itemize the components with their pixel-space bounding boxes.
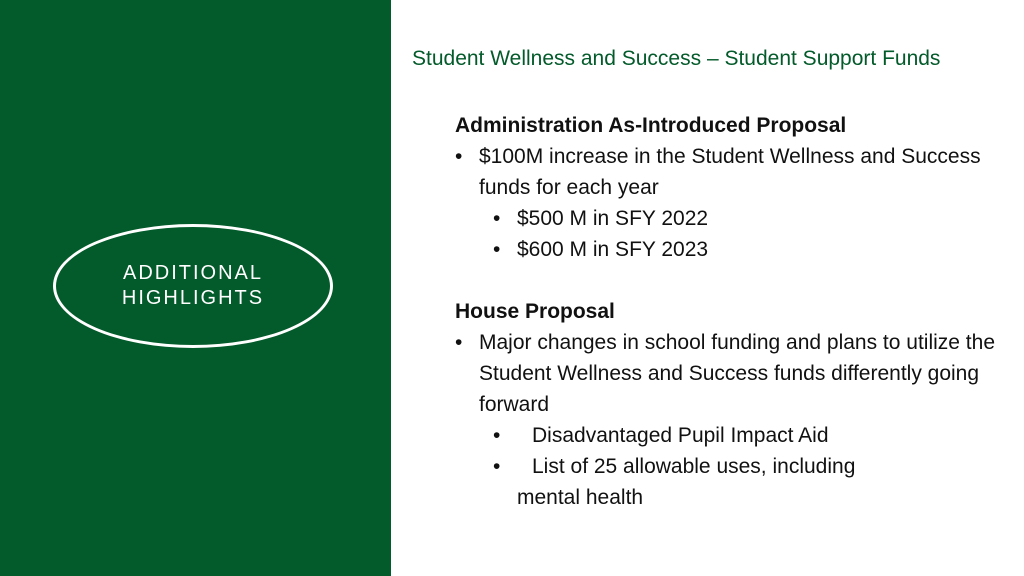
sidebar-label-line1: ADDITIONAL [122,262,264,284]
house-sub-bullet-2-line2: mental health [517,486,644,509]
admin-sub-bullet-2: • $600 M in SFY 2023 [455,234,995,265]
sidebar-label-line2: HIGHLIGHTS [121,287,265,309]
highlights-oval [53,224,333,348]
main-content [455,110,995,513]
house-sub-bullet-1 [455,420,995,451]
admin-heading: Administration As-Introduced Proposal [455,114,847,137]
house-heading: House Proposal [455,300,615,323]
page-title: Student Wellness and Success – Student Support Funds [412,47,941,70]
house-bullet: • Major changes in school funding and plans to utilize the Student Wellness and Success funds differently going forward [455,327,995,420]
sidebar-panel [0,0,391,576]
house-sub-bullet-2 [455,451,995,513]
house-sub-bullet-1-text: Disadvantaged Pupil Impact Aid [532,424,829,447]
section-spacer [455,265,995,296]
admin-sub-bullet-1: • $500 M in SFY 2022 [455,203,995,234]
admin-bullet: • $100M increase in the Student Wellness and Success funds for each year [455,141,995,203]
house-sub-bullet-2-line1: List of 25 allowable uses, including [532,455,856,478]
